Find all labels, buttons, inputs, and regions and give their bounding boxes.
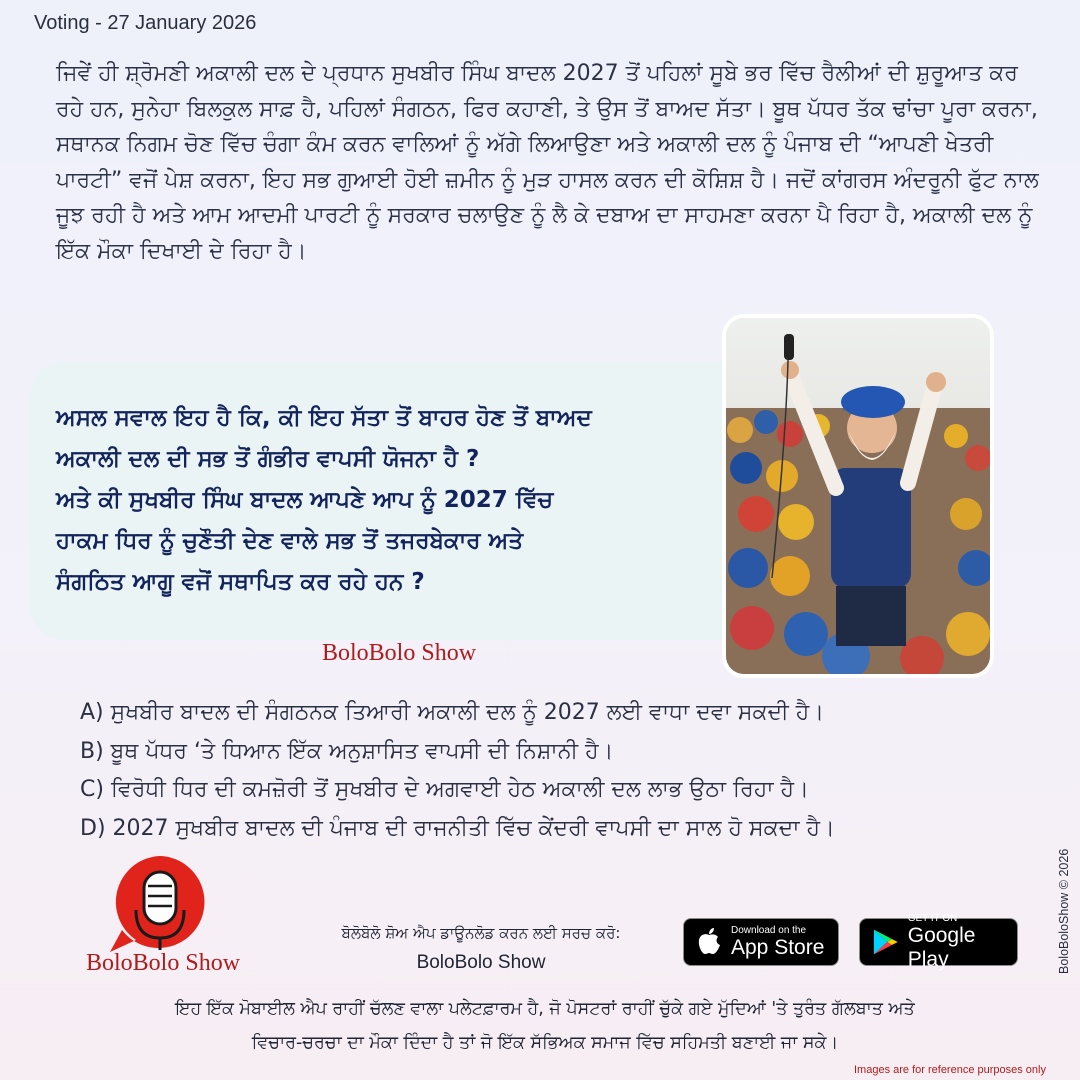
app-store-label: App Store (731, 935, 825, 959)
copyright-side-text: BoloBoloShow © 2026 (1057, 848, 1071, 974)
google-play-small: GET IT ON (907, 912, 958, 924)
question-line: ਹਾਕਮ ਧਿਰ ਨੂੰ ਚੁਣੌਤੀ ਦੇਣ ਵਾਲੇ ਸਭ ਤੋਂ ਤਜਰਬੇਕਾਰ ਅਤੇ (56, 528, 524, 554)
question-line: ਸੰਗਠਿਤ ਆਗੂ ਵਜੋਂ ਸਥਾਪਿਤ ਕਰ ਰਹੇ ਹਨ ? (56, 569, 425, 595)
option-d[interactable]: D) 2027 ਸੁਖਬੀਰ ਬਾਦਲ ਦੀ ਪੰਜਾਬ ਦੀ ਰਾਜਨੀਤੀ ਵਿੱਚ ਕੇਂਦਰੀ ਵਾਪਸੀ ਦਾ ਸਾਲ ਹੋ ਸਕਦਾ ਹੈ। (80, 815, 835, 841)
question-line: ਅਕਾਲੀ ਦਲ ਦੀ ਸਭ ਤੋਂ ਗੰਭੀਰ ਵਾਪਸੀ ਯੋਜਨਾ ਹੈ ? (56, 446, 480, 472)
question-line: ਅਤੇ ਕੀ ਸੁਖਬੀਰ ਸਿੰਘ ਬਾਦਲ ਆਪਣੇ ਆਪ ਨੂੰ 2027 ਵਿੱਚ (56, 487, 554, 513)
apple-icon (696, 927, 722, 957)
option-a[interactable]: A) ਸੁਖਬੀਰ ਬਾਦਲ ਦੀ ਸੰਗਠਨਕ ਤਿਆਰੀ ਅਕਾਲੀ ਦਲ ਨੂੰ 2027 ਲਈ ਵਾਧਾ ਦਵਾ ਸਕਦੀ ਹੈ। (80, 700, 825, 725)
app-name: BoloBolo Show (416, 952, 546, 973)
google-play-label: Google Play (907, 923, 976, 971)
download-instruction: ਬੋਲੋਬੋਲੋ ਸ਼ੋਅ ਐਪ ਡਾਊਨਲੋਡ ਕਰਨ ਲਈ ਸਰਚ ਕਰੋ: (341, 924, 621, 942)
question-line: ਅਸਲ ਸਵਾਲ ਇਹ ਹੈ ਕਿ, ਕੀ ਇਹ ਸੱਤਾ ਤੋਂ ਬਾਹਰ ਹੋਣ ਤੋਂ ਬਾਅਦ (56, 405, 592, 431)
download-prompt (298, 918, 664, 978)
intro-paragraph: ਜਿਵੇਂ ਹੀ ਸ਼੍ਰੋਮਣੀ ਅਕਾਲੀ ਦਲ ਦੇ ਪ੍ਰਧਾਨ ਸੁਖਬੀਰ ਸਿੰਘ ਬਾਦਲ 2027 ਤੋਂ ਪਹਿਲਾਂ ਸੂਬੇ ਭਰ ਵਿੱਚ ਰੈਲੀਆਂ ਦੀ ਸ਼ੁਰੂਆਤ ਕਰ ਰਹੇ ਹਨ, ਸੁਨੇਹਾ ਬਿਲਕੁਲ ਸਾਫ਼ ਹੈ, ਪਹਿਲਾਂ ਸੰਗਠਨ, ਫਿਰ ਕਹਾਣੀ, ਤੇ ਉਸ ਤੋਂ ਬਾਅਦ ਸੱਤਾ। ਬੂਥ ਪੱਧਰ ਤੱਕ ਢਾਂਚਾ ਪੂਰਾ ਕਰਨਾ, ਸਥਾਨਕ ਨਿਗਮ ਚੋਣ ਵਿੱਚ ਚੰਗਾ ਕੰਮ ਕਰਨ ਵਾਲਿਆਂ ਨੂੰ ਅੱਗੇ ਲਿਆਉਣਾ ਅਤੇ ਅਕਾਲੀ ਦਲ ਨੂੰ ਪੰਜਾਬ ਦੀ “ਆਪਣੀ ਖੇਤਰੀ ਪਾਰਟੀ” ਵਜੋਂ ਪੇਸ਼ ਕਰਨਾ, ਇਹ ਸਭ ਗੁਆਈ ਹੋਈ ਜ਼ਮੀਨ ਨੂੰ ਮੁੜ ਹਾਸਲ ਕਰਨ ਦੀ ਕੋਸ਼ਿਸ਼ ਹੈ। ਜਦੋਂ ਕਾਂਗਰਸ ਅੰਦਰੂਨੀ ਫੁੱਟ ਨਾਲ ਜੂਝ ਰਹੀ ਹੈ ਅਤੇ ਆਮ ਆਦਮੀ ਪਾਰਟੀ ਨੂੰ ਸਰਕਾਰ ਚਲਾਉਣ ਨੂੰ ਲੈ ਕੇ ਦਬਾਅ ਦਾ ਸਾਹਮਣਾ ਕਰਨਾ ਪੈ ਰਿਹਾ ਹੈ, ਅਕਾਲੀ ਦਲ ਨੂੰ ਇੱਕ ਮੌਕਾ ਦਿਖਾਈ ਦੇ ਰਿਹਾ ਹੈ। (56, 61, 1039, 264)
question-text (56, 398, 736, 603)
disclaimer: Images are for reference purposes only (854, 1064, 1046, 1076)
brand-logo (100, 852, 220, 960)
google-play-button[interactable] (859, 912, 1018, 971)
brand-logo-text: BoloBolo Show (86, 950, 241, 976)
microphone-icon (100, 852, 220, 960)
brand-watermark: BoloBolo Show (322, 640, 477, 666)
rally-photo (726, 318, 990, 674)
options-list (80, 694, 1040, 848)
option-b[interactable]: B) ਬੂਥ ਪੱਧਰ ‘ਤੇ ਧਿਆਨ ਇੱਕ ਅਨੁਸ਼ਾਸਿਤ ਵਾਪਸੀ ਦੀ ਨਿਸ਼ਾਨੀ ਹੈ। (80, 738, 614, 764)
footer-line: ਇਹ ਇੱਕ ਮੋਬਾਈਲ ਐਪ ਰਾਹੀਂ ਚੱਲਣ ਵਾਲਾ ਪਲੇਟਫ਼ਾਰਮ ਹੈ, ਜੋ ਪੋਸਟਰਾਂ ਰਾਹੀਂ ਚੁੱਕੇ ਗਏ ਮੁੱਦਿਆਂ 'ਤੇ ਤੁਰੰਤ ਗੱਲਬਾਤ ਅਤੇ (175, 999, 915, 1019)
footer-line: ਵਿਚਾਰ-ਚਰਚਾ ਦਾ ਮੌਕਾ ਦਿੰਦਾ ਹੈ ਤਾਂ ਜੋ ਇੱਕ ਸੱਭਿਅਕ ਸਮਾਜ ਵਿੱਚ ਸਹਿਮਤੀ ਬਣਾਈ ਜਾ ਸਕੇ। (251, 1033, 839, 1053)
app-store-small: Download on the (731, 924, 807, 936)
option-c[interactable]: C) ਵਿਰੋਧੀ ਧਿਰ ਦੀ ਕਮਜ਼ੋਰੀ ਤੋਂ ਸੁਖਬੀਰ ਦੇ ਅਗਵਾਈ ਹੇਠ ਅਕਾਲੀ ਦਲ ਲਾਭ ਉਠਾ ਰਿਹਾ ਹੈ। (80, 777, 809, 802)
voting-date: Voting - 27 January 2026 (34, 12, 257, 34)
google-play-icon (872, 927, 899, 957)
app-store-button[interactable] (683, 918, 839, 966)
footer-description (70, 992, 1020, 1060)
